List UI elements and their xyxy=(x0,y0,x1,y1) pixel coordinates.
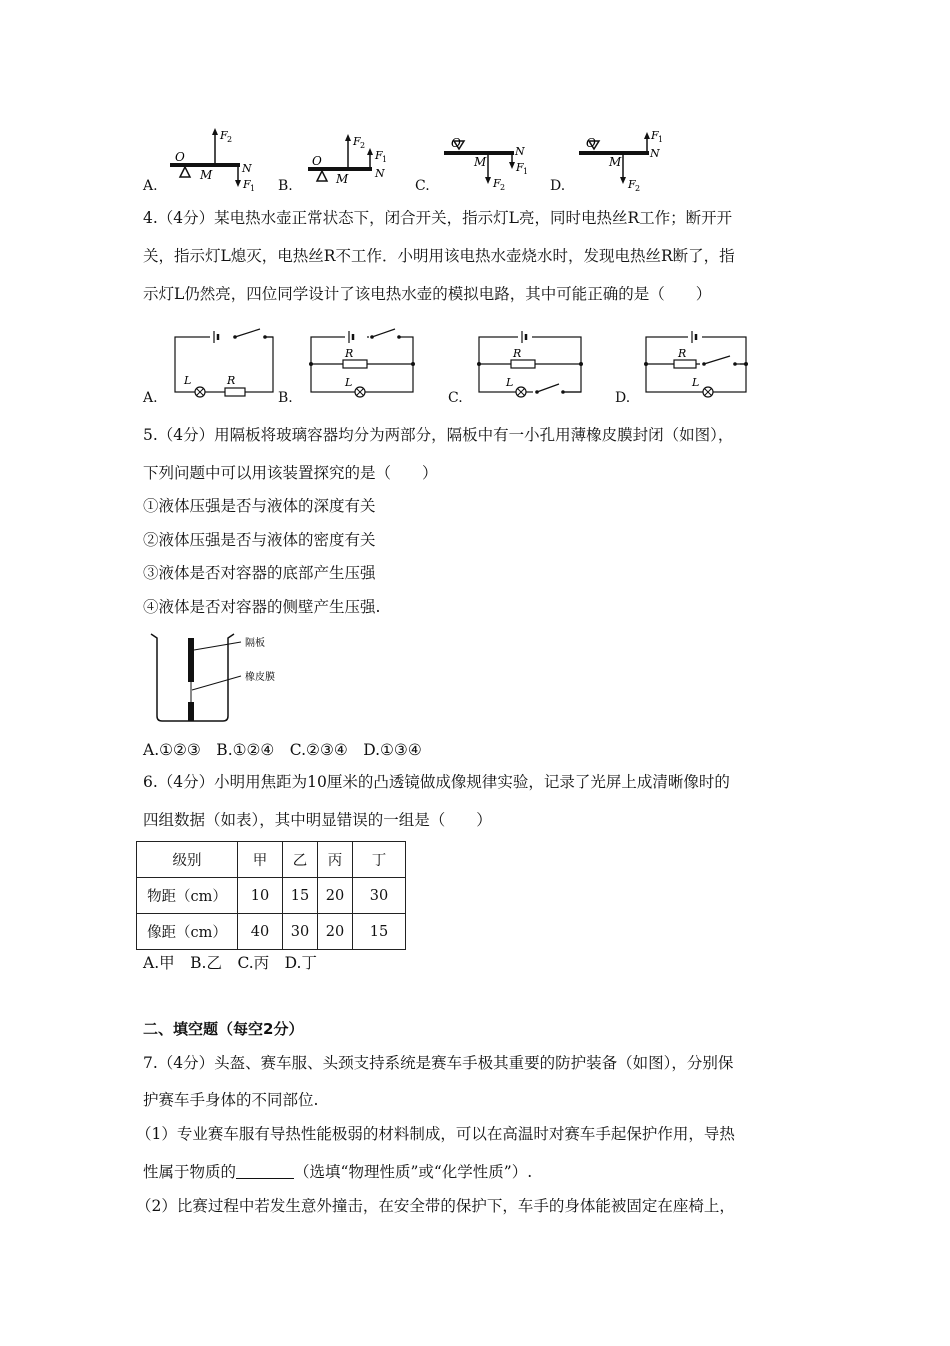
q4-c-label-r: R xyxy=(513,347,522,360)
q4-option-a-label: A. xyxy=(143,390,158,406)
q3-d-label-f2-sub: 2 xyxy=(635,184,641,193)
q3-option-a-label: A. xyxy=(143,178,158,194)
q7-sub2-line1: （2）比赛过程中若发生意外撞击，在安全带的保护下，车手的身体能被固定在座椅上， xyxy=(136,1197,735,1215)
q3-option-c-label: C. xyxy=(415,178,430,194)
q5-item-2: ②液体压强是否与液体的密度有关 xyxy=(143,531,376,549)
q7-sub1-text-a: 性属于物质的 xyxy=(143,1163,237,1181)
q3-d-label-f1-sub: 1 xyxy=(658,135,664,144)
answer-blank[interactable] xyxy=(236,1164,294,1179)
q5-container-figure xyxy=(143,628,293,728)
q3-c-label-f2-sub: 2 xyxy=(500,183,506,192)
q3-c-label-m: M xyxy=(474,155,487,169)
q7-sub1-text-b: （选填“物理性质”或“化学性质”）. xyxy=(294,1163,533,1181)
table-cell: 像距（cm） xyxy=(137,914,238,950)
q3-b-label-f1: F xyxy=(375,149,383,162)
q3-a-label-o: O xyxy=(175,150,185,164)
q4-option-d-label: D. xyxy=(615,390,631,406)
section-title-fill-in: 二、填空题（每空2分） xyxy=(143,1020,304,1038)
table-cell: 物距（cm） xyxy=(137,878,238,914)
q3-c-label-f1-sub: 1 xyxy=(523,167,529,176)
q3-option-b-label: B. xyxy=(278,178,293,194)
q3-b-label-o: O xyxy=(312,154,322,168)
q7-stem-line2: 护赛车手身体的不同部位. xyxy=(143,1091,319,1109)
q7-stem-line1: 7.（4分）头盔、赛车服、头颈支持系统是赛车手极其重要的防护装备（如图），分别保 xyxy=(143,1054,734,1072)
q4-option-b-label: B. xyxy=(278,390,293,406)
q3-a-label-n: N xyxy=(242,162,252,175)
q3-d-label-m: M xyxy=(609,155,622,169)
q4-option-c-label: C. xyxy=(448,390,463,406)
q7-sub1-line2 xyxy=(143,1162,532,1182)
q4-stem-line2: 关，指示灯L熄灭，电热丝R不工作．小明用该电热水壶烧水时，发现电热丝R断了，指 xyxy=(143,247,735,265)
q5-item-1: ①液体压强是否与液体的深度有关 xyxy=(143,497,376,515)
q4-a-label-l: L xyxy=(184,374,192,387)
q3-c-label-o: O xyxy=(451,136,461,150)
table-header-cell: 甲 xyxy=(238,842,283,878)
table-cell: 15 xyxy=(283,878,318,914)
q3-d-label-f2: F xyxy=(628,178,636,191)
q5-label-membrane: 橡皮膜 xyxy=(245,672,275,683)
q3-a-label-f1-sub: 1 xyxy=(250,184,256,193)
table-header-cell: 丁 xyxy=(353,842,406,878)
q3-figure-d xyxy=(573,125,678,195)
q5-stem-line1: 5.（4分）用隔板将玻璃容器均分为两部分，隔板中有一小孔用薄橡皮膜封闭（如图）， xyxy=(143,426,734,444)
q3-d-label-o: O xyxy=(586,136,596,150)
q3-c-label-f2: F xyxy=(493,177,501,190)
q6-stem-line1: 6.（4分）小明用焦距为10厘米的凸透镜做成像规律实验，记录了光屏上成清晰像时的 xyxy=(143,773,730,791)
table-cell: 20 xyxy=(318,878,353,914)
q7-sub1-line1: （1）专业赛车服有导热性能极弱的材料制成，可以在高温时对赛车手起保护作用，导热 xyxy=(136,1125,735,1143)
q4-a-label-r: R xyxy=(227,374,236,387)
q3-c-label-f1: F xyxy=(516,161,524,174)
q3-option-d-label: D. xyxy=(550,178,566,194)
q5-label-partition: 隔板 xyxy=(245,638,265,649)
q6-data-table xyxy=(136,841,406,950)
q4-circuit-d xyxy=(640,322,760,402)
q5-item-4: ④液体是否对容器的侧壁产生压强. xyxy=(143,598,381,616)
q4-b-label-r: R xyxy=(345,347,354,360)
q3-b-label-m: M xyxy=(336,172,349,186)
table-header-row xyxy=(137,842,406,878)
table-cell: 40 xyxy=(238,914,283,950)
q3-a-label-f2: F xyxy=(220,129,228,142)
table-header-cell: 乙 xyxy=(283,842,318,878)
table-cell: 15 xyxy=(353,914,406,950)
q4-circuit-c xyxy=(473,322,593,402)
q3-d-label-n: N xyxy=(650,147,660,160)
table-row xyxy=(137,914,406,950)
q4-b-label-l: L xyxy=(345,376,353,389)
q4-c-label-l: L xyxy=(506,376,514,389)
q4-stem-line1: 4.（4分）某电热水壶正常状态下，闭合开关，指示灯L亮，同时电热丝R工作；断开开 xyxy=(143,209,733,227)
q3-b-label-f2: F xyxy=(353,135,361,148)
q4-d-label-l: L xyxy=(692,376,700,389)
q4-stem-line3: 示灯L仍然亮，四位同学设计了该电热水壶的模拟电路，其中可能正确的是（ ） xyxy=(143,285,712,303)
q4-d-label-r: R xyxy=(678,347,687,360)
q6-answer-options: A.甲 B.乙 C.丙 D.丁 xyxy=(143,954,317,972)
table-row xyxy=(137,878,406,914)
q3-d-label-f1: F xyxy=(651,129,659,142)
q3-b-label-n: N xyxy=(375,167,385,180)
q3-b-label-f2-sub: 2 xyxy=(360,141,366,150)
q6-stem-line2: 四组数据（如表），其中明显错误的一组是（ ） xyxy=(143,811,492,829)
q3-figure-c xyxy=(438,135,543,195)
q4-circuit-a xyxy=(170,322,280,402)
table-header-cell: 丙 xyxy=(318,842,353,878)
q3-figure-a xyxy=(165,125,270,193)
table-cell: 30 xyxy=(353,878,406,914)
q5-answer-options: A.①②③ B.①②④ C.②③④ D.①③④ xyxy=(143,741,422,759)
table-header-cell: 级别 xyxy=(137,842,238,878)
q3-a-label-f2-sub: 2 xyxy=(227,135,233,144)
q3-a-label-f1: F xyxy=(243,178,251,191)
q4-circuit-b xyxy=(305,322,425,402)
q3-figure-b xyxy=(300,125,410,193)
q3-b-label-f1-sub: 1 xyxy=(382,155,388,164)
q5-stem-line2: 下列问题中可以用该装置探究的是（ ） xyxy=(143,464,438,482)
q3-a-label-m: M xyxy=(200,168,213,182)
q5-item-3: ③液体是否对容器的底部产生压强 xyxy=(143,564,376,582)
table-cell: 10 xyxy=(238,878,283,914)
table-cell: 20 xyxy=(318,914,353,950)
q3-c-label-n: N xyxy=(515,145,525,158)
table-cell: 30 xyxy=(283,914,318,950)
